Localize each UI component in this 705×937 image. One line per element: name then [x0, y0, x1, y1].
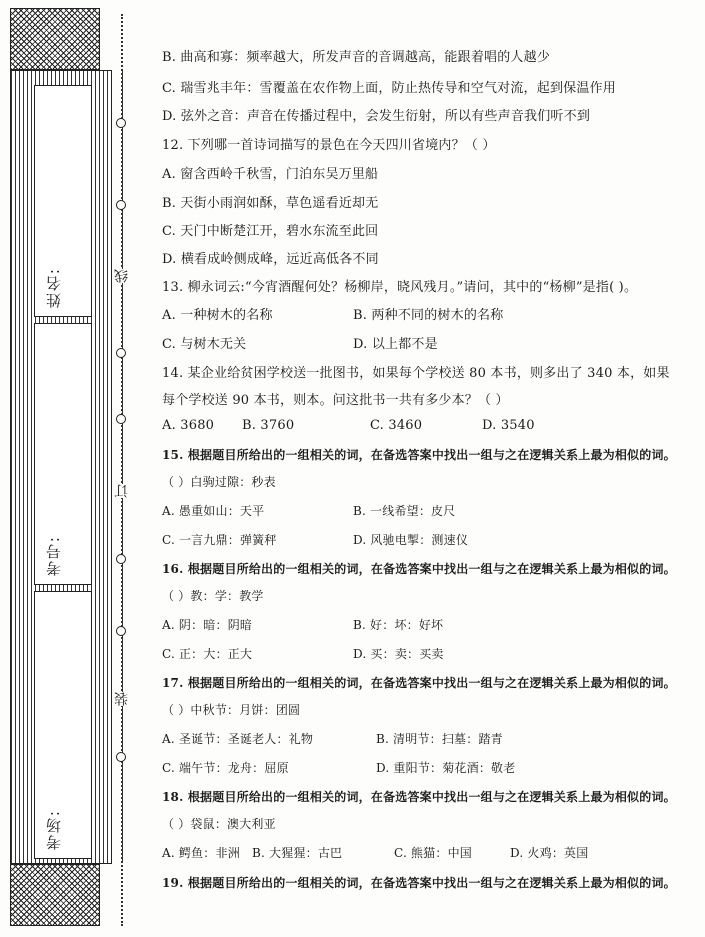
cut-mark-line: 线 [114, 269, 130, 283]
ring-icon [116, 200, 126, 210]
options-18 [162, 844, 589, 861]
options-13-row1 [162, 304, 504, 323]
question-16: 16. 根据题目所给出的一组相关的词，在备选答案中找出一组与之在逻辑关系上最为相似的词。 [162, 562, 676, 576]
exam-number-label: 考号: [45, 534, 63, 576]
option-14d: D. 3540 [482, 418, 535, 433]
option-12b: B. 天街小雨润如酥，草色遥看近却无 [162, 196, 379, 211]
option-12a: A. 窗含西岭千秋雪，门泊东吴万里船 [162, 167, 379, 182]
option-16d: D. 买：卖：买卖 [353, 647, 444, 661]
binding-strip [10, 8, 128, 926]
question-15: 15. 根据题目所给出的一组相关的词，在备选答案中找出一组与之在逻辑关系上最为相似的词。 [162, 448, 676, 462]
exam-room-label: 考场: [45, 808, 63, 850]
option-15c: C. 一言九鼎：弹簧秤 [162, 533, 277, 547]
option-17c: C. 端午节：龙舟：屈原 [162, 761, 289, 775]
exam-number-box[interactable] [34, 323, 92, 585]
question-18: 18. 根据题目所给出的一组相关的词，在备选答案中找出一组与之在逻辑关系上最为相似的词。 [162, 790, 676, 804]
options-13-row2 [162, 333, 438, 352]
question-19: 19. 根据题目所给出的一组相关的词，在备选答案中找出一组与之在逻辑关系上最为相似的词。 [162, 876, 676, 890]
options-14 [162, 418, 535, 433]
option-17b: B. 清明节：扫墓：踏青 [376, 732, 503, 746]
hatch-bottom [10, 864, 100, 926]
options-15-row2 [162, 531, 469, 548]
option-18d: D. 火鸡：英国 [510, 846, 589, 860]
ring-icon [116, 554, 126, 564]
options-16-row2 [162, 645, 444, 662]
name-box[interactable] [34, 85, 92, 317]
hatch-top [10, 8, 100, 70]
question-14-line2: 每个学校送 90 本书，则本。问这批书一共有多少本？（ ） [162, 393, 509, 408]
question-17: 17. 根据题目所给出的一组相关的词，在备选答案中找出一组与之在逻辑关系上最为相似的词。 [162, 676, 676, 690]
question-16-stem: （ ）教：学：教学 [162, 589, 264, 603]
ring-icon [116, 752, 126, 762]
question-12: 12. 下列哪一首诗词描写的景色在今天四川省境内？（ ） [162, 138, 496, 153]
option-15b: B. 一线希望：皮尺 [353, 504, 456, 518]
options-17-row2 [162, 759, 516, 776]
name-label: 姓名: [45, 266, 63, 308]
line-11b: B. 曲高和寡：频率越大，所发声音的音调越高，能跟着唱的人越少 [162, 50, 551, 65]
ring-icon [116, 348, 126, 358]
option-14c: C. 3460 [370, 418, 423, 433]
cut-mark-pack: 装 [114, 692, 130, 706]
question-18-stem: （ ）袋鼠：澳大利亚 [162, 817, 276, 831]
option-18b: B. 大猩猩：古巴 [252, 846, 343, 860]
question-17-stem: （ ）中秋节：月饼：团圆 [162, 703, 301, 717]
option-16c: C. 正：大：正大 [162, 647, 253, 661]
line-11d: D. 弦外之音：声音在传播过程中，会发生衍射，所以有些声音我们听不到 [162, 109, 591, 124]
option-14a: A. 3680 [162, 418, 215, 433]
option-17d: D. 重阳节：菊花酒：敬老 [376, 761, 516, 775]
ring-icon [116, 414, 126, 424]
exam-room-box[interactable] [34, 591, 92, 859]
option-15d: D. 风驰电掣：测速仪 [353, 533, 469, 547]
question-14-line1: 14. 某企业给贫困学校送一批图书，如果每个学校送 80 本书，则多出了 340 本，如果 [162, 366, 670, 381]
option-18a: A. 鳄鱼：非洲 [162, 846, 240, 860]
ring-icon [116, 118, 126, 128]
option-13c: C. 与树木无关 [162, 337, 247, 352]
cut-mark-bind: 订 [114, 484, 130, 498]
question-13: 13. 柳永词云:“今宵酒醒何处？杨柳岸，晓风残月。”请问，其中的“杨柳”是指( )。 [162, 280, 638, 295]
ring-icon [116, 626, 126, 636]
option-12d: D. 横看成岭侧成峰，远近高低各不同 [162, 252, 379, 267]
option-16a: A. 阴：暗：阴暗 [162, 618, 253, 632]
option-13a: A. 一种树木的名称 [162, 308, 273, 323]
option-16b: B. 好：坏：好坏 [353, 618, 444, 632]
option-12c: C. 天门中断楚江开，碧水东流至此回 [162, 224, 379, 239]
cut-line [116, 14, 128, 926]
option-13d: D. 以上都不是 [353, 337, 438, 352]
option-14b: B. 3760 [242, 418, 295, 433]
options-16-row1 [162, 616, 444, 633]
option-17a: A. 圣诞节：圣诞老人：礼物 [162, 732, 314, 746]
cut-dots [121, 14, 123, 926]
option-18c: C. 熊猫：中国 [394, 846, 472, 860]
line-11c: C. 瑞雪兆丰年：雪覆盖在农作物上面，防止热传导和空气对流，起到保温作用 [162, 81, 616, 96]
question-15-stem: （ ）白驹过隙：秒表 [162, 475, 276, 489]
options-17-row1 [162, 730, 503, 747]
option-13b: B. 两种不同的树木的名称 [353, 308, 504, 323]
options-15-row1 [162, 502, 456, 519]
option-15a: A. 愚重如山：天平 [162, 504, 265, 518]
binding-lines [10, 70, 112, 864]
